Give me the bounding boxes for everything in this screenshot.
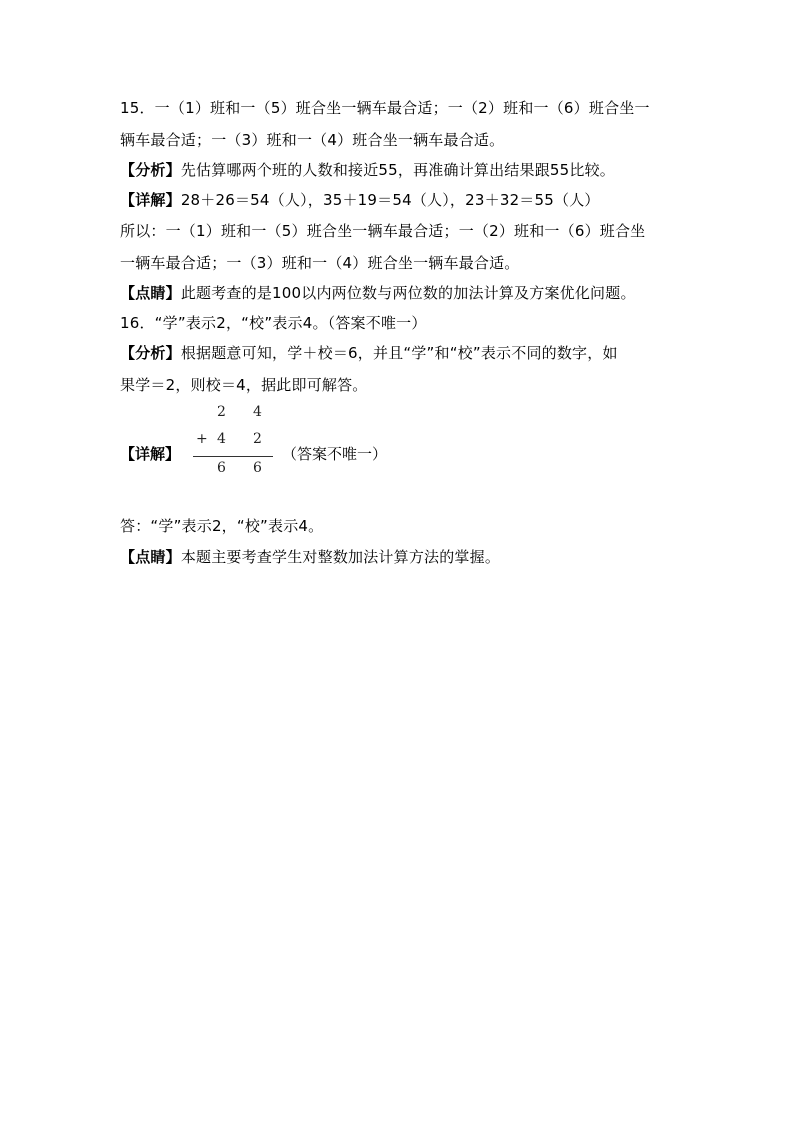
q16-analysis-tag: 【分析】	[120, 344, 181, 362]
q16-comment	[120, 547, 500, 567]
q15-analysis-text: 先估算哪两个班的人数和接近55，再准确计算出结果跟55比较。	[180, 161, 615, 179]
q15-detail-tag: 【详解】	[120, 191, 181, 209]
q16-comment-text: 本题主要考查学生对整数加法计算方法的掌握。	[180, 548, 501, 566]
calc-result-ones: 6	[253, 460, 262, 476]
calc-top-tens: 2	[217, 404, 226, 420]
q16-analysis-line-2: 果学＝2，则校＝4，据此即可解答。	[120, 376, 368, 394]
q16-vertical-addition	[193, 404, 275, 480]
q15-conclusion-line-1: 所以：一（1）班和一（5）班合坐一辆车最合适；一（2）班和一（6）班合坐	[120, 222, 646, 240]
calc-result-tens: 6	[217, 460, 226, 476]
q15-comment-tag: 【点睛】	[120, 284, 181, 302]
calc-bottom-tens: 4	[217, 431, 226, 447]
q15-detail-text: 28＋26＝54（人），35＋19＝54（人），23＋32＝55（人）	[180, 191, 600, 209]
q16-analysis-text-1: 根据题意可知，学＋校＝6，并且“学”和“校”表示不同的数字，如	[180, 344, 618, 362]
q15-conclusion-line-2: 一辆车最合适；一（3）班和一（4）班合坐一辆车最合适。	[120, 254, 520, 272]
calc-sum-line	[193, 456, 273, 457]
q15-detail	[120, 190, 600, 210]
q16-analysis-line-1	[120, 343, 618, 363]
q16-detail-note: （答案不唯一）	[282, 445, 388, 463]
q16-final-answer: 答：“学”表示2，“校”表示4。	[120, 517, 324, 535]
calc-bottom-ones: 2	[253, 431, 262, 447]
q15-comment	[120, 283, 636, 303]
q15-answer-line-1: 15．一（1）班和一（5）班合坐一辆车最合适；一（2）班和一（6）班合坐一	[120, 99, 650, 117]
calc-plus-operator: +	[196, 431, 208, 447]
q15-analysis-tag: 【分析】	[120, 161, 181, 179]
q15-comment-text: 此题考查的是100以内两位数与两位数的加法计算及方案优化问题。	[180, 284, 636, 302]
q15-answer-line-2: 辆车最合适；一（3）班和一（4）班合坐一辆车最合适。	[120, 131, 505, 149]
q15-analysis	[120, 160, 615, 180]
q16-detail-tag: 【详解】	[120, 445, 181, 463]
q16-answer-line: 16．“学”表示2，“校”表示4。（答案不唯一）	[120, 314, 427, 332]
q16-comment-tag: 【点睛】	[120, 548, 181, 566]
calc-top-ones: 4	[253, 404, 262, 420]
